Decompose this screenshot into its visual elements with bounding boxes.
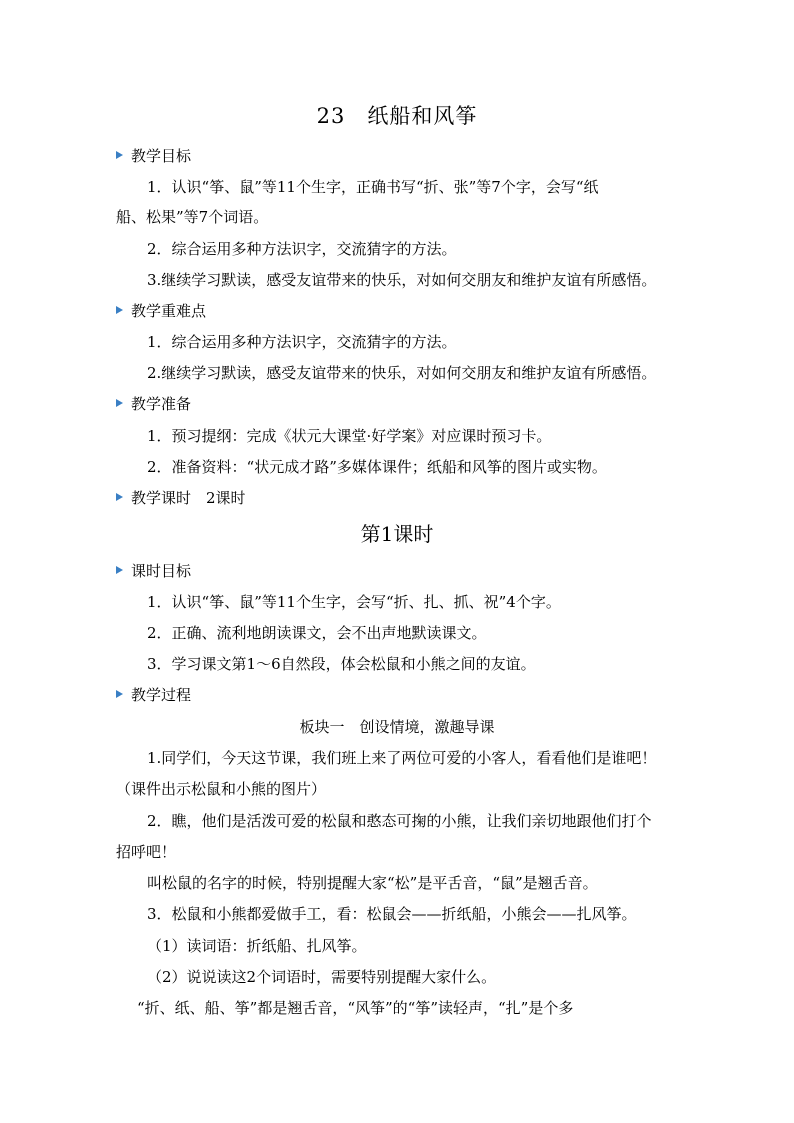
triangle-bullet-icon xyxy=(116,690,123,698)
triangle-bullet-icon xyxy=(116,566,123,574)
goal-line: 船、松果”等7个词语。 xyxy=(116,208,269,226)
section-process xyxy=(116,684,191,705)
difficulty-line: 2.继续学习默读，感受友谊带来的快乐，对如何交朋友和维护友谊有所感悟。 xyxy=(147,364,657,382)
section-hours xyxy=(116,487,246,508)
process-line: （课件出示松鼠和小熊的图片） xyxy=(116,780,327,798)
lesson-goal-line: 2．正确、流利地朗读课文，会不出声地默读课文。 xyxy=(147,624,487,642)
difficulty-line: 1．综合运用多种方法识字，交流猜字的方法。 xyxy=(147,333,457,351)
process-line: 招呼吧！ xyxy=(116,843,177,861)
section-heading: 课时目标 xyxy=(131,562,192,580)
section-heading: 教学课时 2课时 xyxy=(131,489,246,507)
process-line: 3．松鼠和小熊都爱做手工，看：松鼠会——折纸船，小熊会——扎风筝。 xyxy=(147,905,637,923)
goal-line: 1．认识“筝、鼠”等11个生字，正确书写“折、张”等7个字，会写“纸 xyxy=(147,178,599,196)
section-heading: 教学重难点 xyxy=(131,302,207,320)
section-teaching-goals xyxy=(116,145,191,166)
prep-line: 1．预习提纲：完成《状元大课堂·好学案》对应课时预习卡。 xyxy=(147,427,552,445)
process-line: “折、纸、船、筝”都是翘舌音，“风筝”的“筝”读轻声，“扎”是个多 xyxy=(137,999,574,1017)
lesson-title: 23 纸船和风筝 xyxy=(316,104,478,128)
lesson-subtitle: 第1课时 xyxy=(360,522,434,546)
process-line: （2）说说读这2个词语时，需要特别提醒大家什么。 xyxy=(147,968,497,986)
process-line: 2．瞧，他们是活泼可爱的松鼠和憨态可掬的小熊，让我们亲切地跟他们打个 xyxy=(147,812,652,830)
triangle-bullet-icon xyxy=(116,151,123,159)
triangle-bullet-icon xyxy=(116,306,123,314)
section-heading: 教学目标 xyxy=(131,147,192,165)
section-difficulty xyxy=(116,300,206,321)
section-lesson-goals xyxy=(116,560,191,581)
goal-line: 2．综合运用多种方法识字，交流猜字的方法。 xyxy=(147,240,457,258)
lesson-goal-line: 3．学习课文第1～6自然段，体会松鼠和小熊之间的友谊。 xyxy=(147,655,536,673)
triangle-bullet-icon xyxy=(116,493,123,501)
section-preparation xyxy=(116,393,191,414)
block-title: 板块一 创设情境，激趣导课 xyxy=(299,718,495,736)
section-heading: 教学过程 xyxy=(131,686,192,704)
goal-line: 3.继续学习默读，感受友谊带来的快乐，对如何交朋友和维护友谊有所感悟。 xyxy=(147,271,657,289)
process-line: 1.同学们，今天这节课，我们班上来了两位可爱的小客人，看看他们是谁吧！ xyxy=(147,749,657,767)
process-line: 叫松鼠的名字的时候，特别提醒大家“松”是平舌音，“鼠”是翘舌音。 xyxy=(147,874,598,892)
lesson-goal-line: 1．认识“筝、鼠”等11个生字，会写“折、扎、抓、祝”4个字。 xyxy=(147,593,561,611)
triangle-bullet-icon xyxy=(116,399,123,407)
section-heading: 教学准备 xyxy=(131,395,192,413)
prep-line: 2．准备资料：“状元成才路”多媒体课件；纸船和风筝的图片或实物。 xyxy=(147,458,607,476)
process-line: （1）读词语：折纸船、扎风筝。 xyxy=(147,937,367,955)
